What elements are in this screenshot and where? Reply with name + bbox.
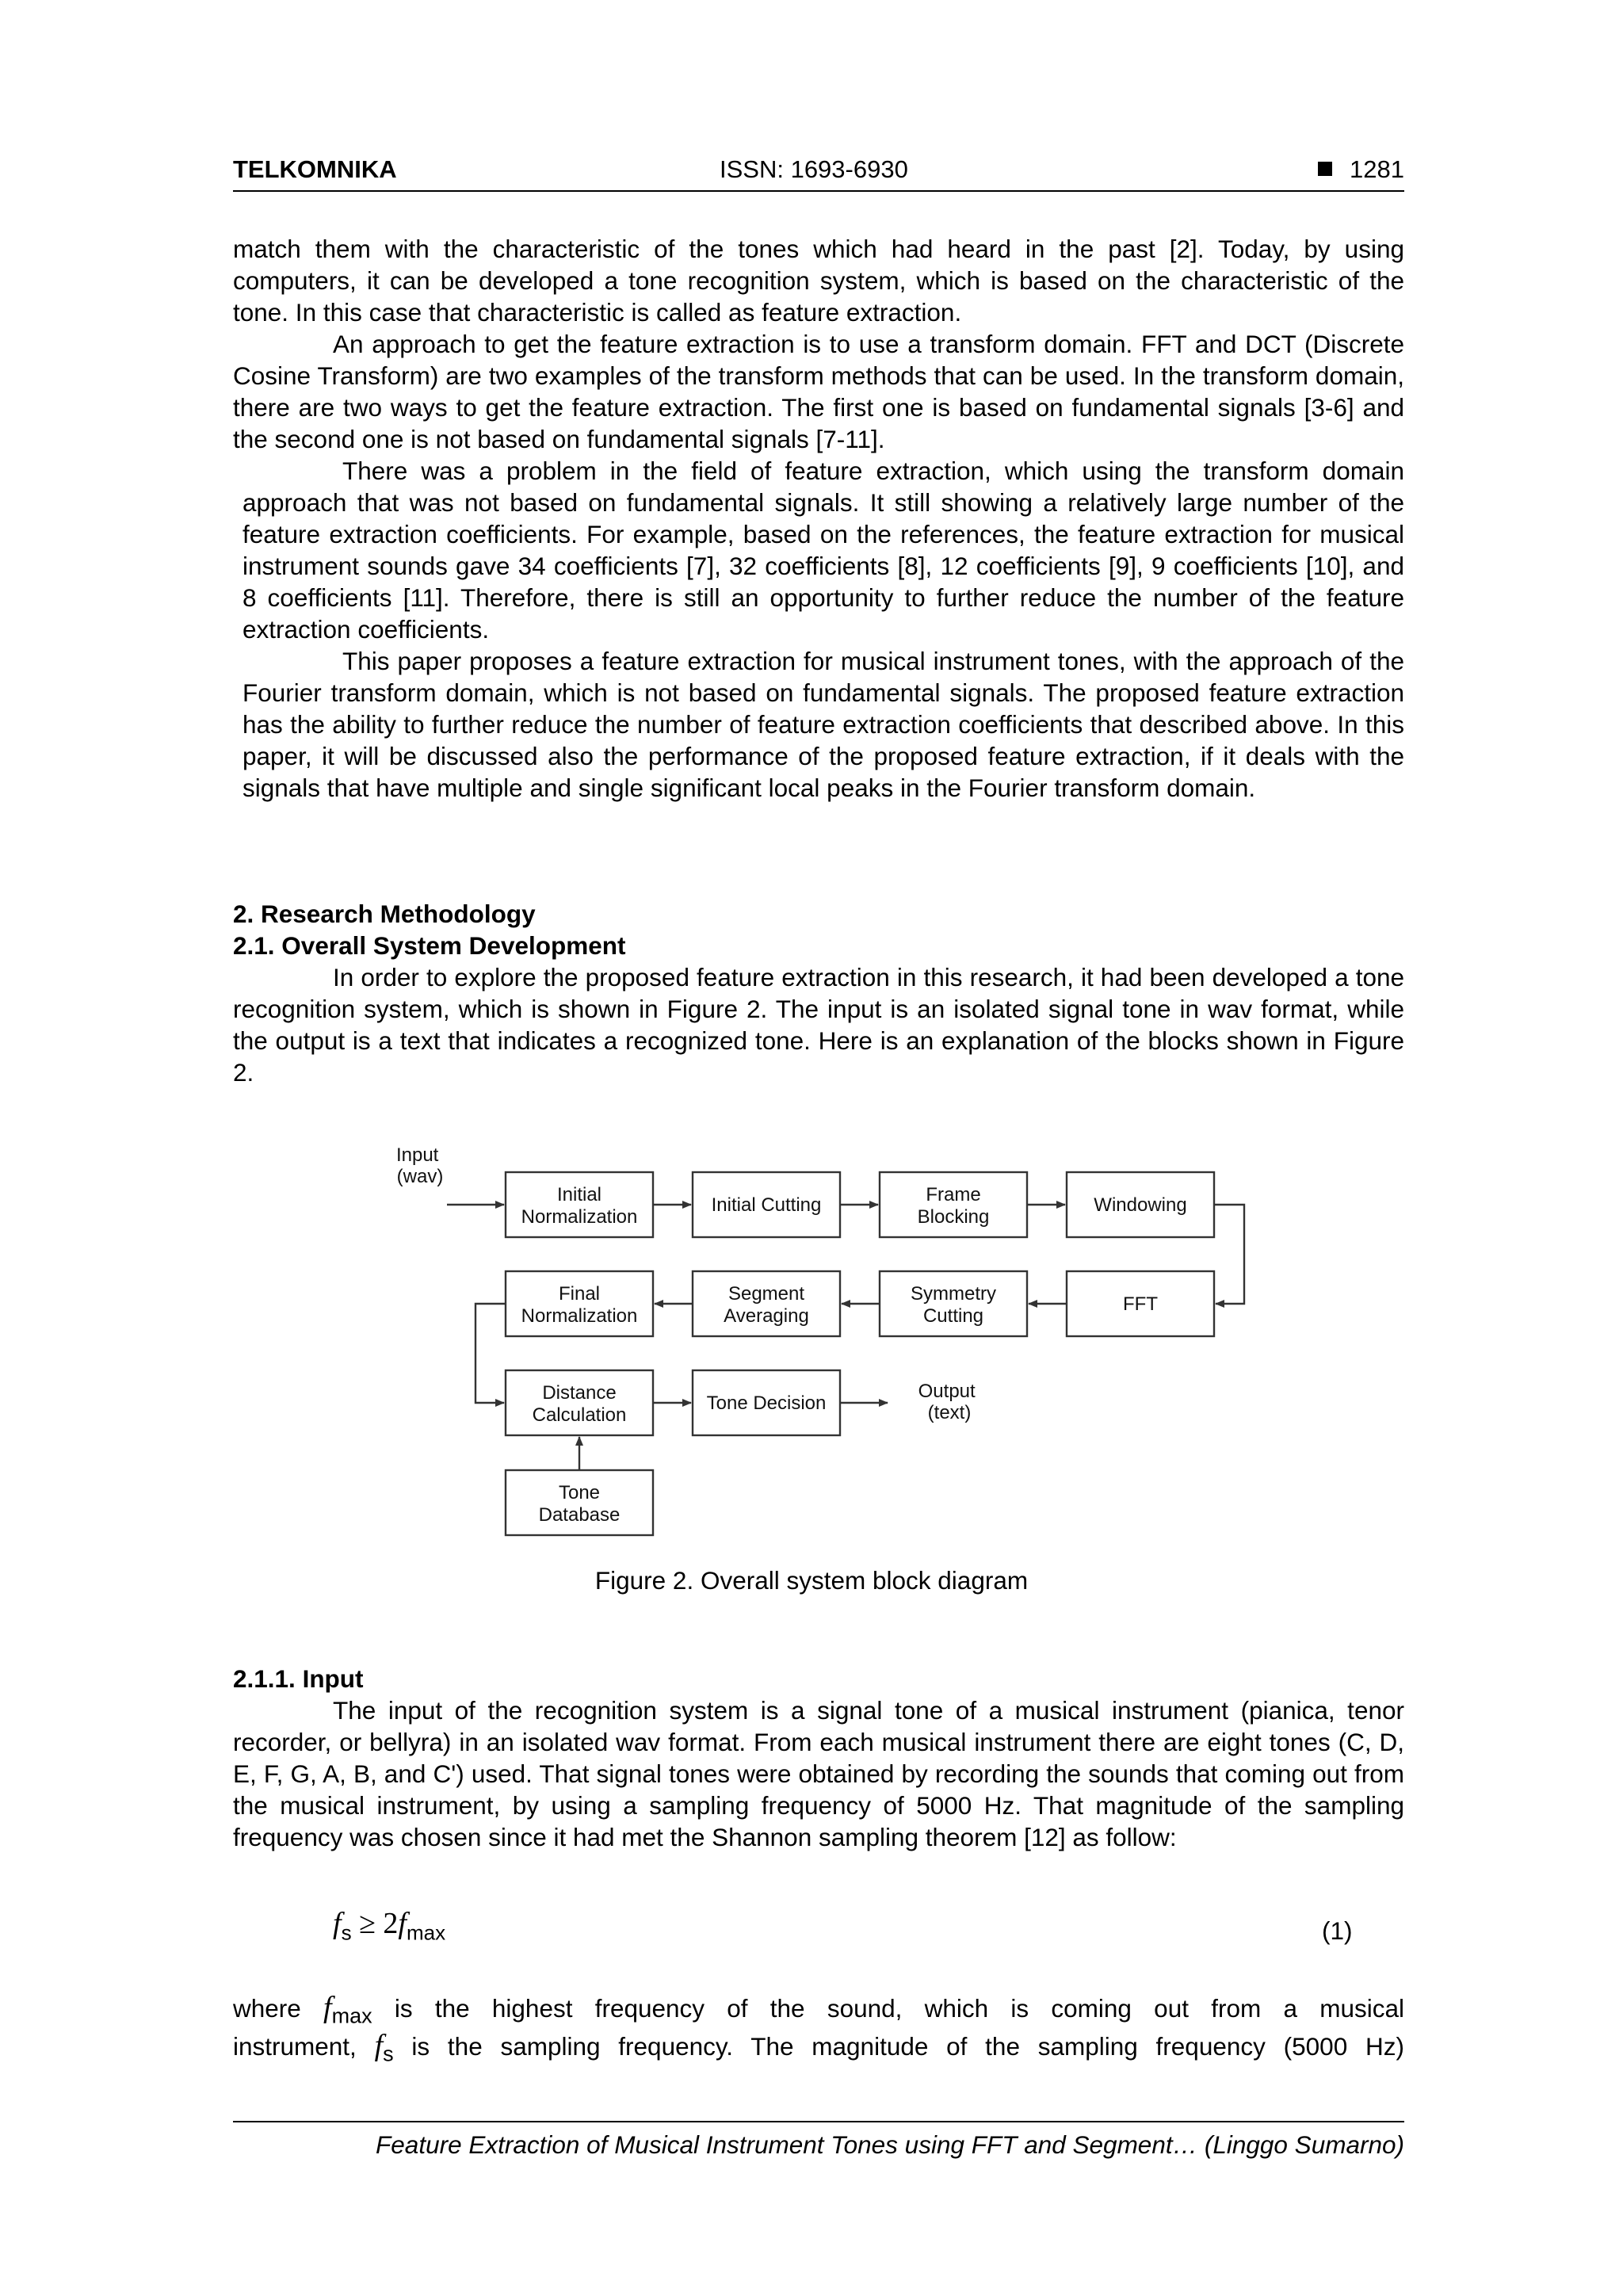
equation-expression: $f_s \ge 2f_{max}$: [333, 1907, 446, 1945]
paragraph-overall-system: In order to explore the proposed feature extraction in this research, it had been developed a tone recognition system, which is shown in Figure 2. The input is an isolated signal tone in wav format, while the output is a text that indicates a recognized tone. Here is an explanation of the blocks shown in Figure 2.: [233, 963, 1404, 1087]
svg-text:SegmentAveraging: Segment Averaging: [724, 1283, 809, 1327]
block-windowing: [1067, 1172, 1214, 1237]
page-number-block: [1318, 155, 1404, 184]
svg-text:Initial Cutting: Initial Cutting: [711, 1194, 822, 1216]
page-number: 1281: [1350, 155, 1404, 183]
block-final-normalization: [506, 1271, 653, 1336]
block-initial-cutting: [693, 1172, 840, 1237]
block-segment-averaging: [693, 1271, 840, 1336]
svg-text:SymmetryCutting: Symmetry Cutting: [911, 1283, 996, 1327]
journal-name: TELKOMNIKA: [233, 155, 397, 183]
block-tone-decision: [693, 1370, 840, 1435]
svg-text:Windowing: Windowing: [1094, 1194, 1187, 1216]
arrow-windowing-fft: [1214, 1205, 1244, 1304]
block-diagram: [380, 1137, 1268, 1549]
subsection-heading-overall-system: 2.1. Overall System Development: [233, 931, 626, 960]
where-line-2: instrument, $f_s$ is the sampling frequency. The magnitude of the sampling frequency (5000 Hz): [233, 2029, 1404, 2066]
block-symmetry-cutting: [880, 1271, 1027, 1336]
page-header: [233, 155, 1404, 192]
block-initial-normalization: [506, 1172, 653, 1237]
block-distance-calculation: [506, 1370, 653, 1435]
paragraph-proposal: This paper proposes a feature extraction for musical instrument tones, with the approach of the Fourier transform domain, which is not based on fundamental signals. The proposed feature extraction has the ability to further reduce the number of feature extraction coefficients that described above. In this paper, it will be discussed also the performance of the proposed feature extraction, if it deals with the signals that have multiple and single significant local peaks in the Fourier transform domain.: [242, 647, 1404, 802]
svg-text:Tone Decision: Tone Decision: [706, 1392, 827, 1414]
svg-text:DistanceCalculation: Distance Calculation: [532, 1382, 627, 1426]
square-bullet-icon: [1318, 162, 1332, 176]
page-footer: Feature Extraction of Musical Instrument Tones using FFT and Segment… (Linggo Sumarno): [233, 2121, 1404, 2160]
svg-text:FrameBlocking: Frame Blocking: [917, 1184, 990, 1228]
svg-text:ToneDatabase: Tone Database: [538, 1482, 621, 1526]
svg-text:InitialNormalization: Initial Normalization: [521, 1184, 638, 1228]
block-frame-blocking: [880, 1172, 1027, 1237]
paragraph-intro-cont: match them with the characteristic of the tones which had heard in the past [2]. Today, by using computers, it can be developed a tone recognition system, which is based on the characteristic of the tone. In this case that characteristic is called as feature extraction.: [233, 235, 1404, 327]
subsection-heading-input: 2.1.1. Input: [233, 1664, 364, 1693]
paragraph-input: The input of the recognition system is a signal tone of a musical instrument (pianica, tenor recorder, or bellyra) in an isolated wav format. From each musical instrument there are eight tones (C, D, E, F, G, A, B, and C') used. That signal tones were obtained by recording the sounds that coming out from the musical instrument, by using a sampling frequency of 5000 Hz. That magnitude of the sampling frequency was chosen since it had met the Shannon sampling theorem [12] as follow:: [233, 1696, 1404, 1851]
issn: ISSN: 1693-6930: [720, 155, 908, 183]
figure-caption: Figure 2. Overall system block diagram: [594, 1566, 1029, 1595]
diagram-output-label: Output (text): [918, 1381, 976, 1423]
paragraph-problem: There was a problem in the field of feature extraction, which using the transform domain approach that was not based on fundamental signals. It still showing a relatively large number of the feature extraction coefficients. For example, based on the references, the feature extraction for musical instrument sounds gave 34 coefficients [7], 32 coefficients [8], 12 coefficients [9], 9 coefficients [10], and 8 coefficients [11]. Therefore, there is still an opportunity to further reduce the number of the feature extraction coefficients.: [242, 457, 1404, 644]
diagram-input-label: Input (wav): [395, 1144, 444, 1187]
svg-text:FFT: FFT: [1123, 1293, 1158, 1315]
paragraph-transform-domain: An approach to get the feature extraction is to use a transform domain. FFT and DCT (Discrete Cosine Transform) are two examples of the transform methods that can be used. In the transform domain, there are two ways to get the feature extraction. The first one is based on fundamental signals [3-6] and the second one is not based on fundamental signals [7-11].: [233, 330, 1404, 453]
section-heading-research-methodology: 2. Research Methodology: [233, 900, 536, 928]
svg-text:FinalNormalization: Final Normalization: [521, 1283, 638, 1327]
arrow-final-norm-distance: [475, 1304, 506, 1403]
where-line-1: where $f_{max}$ is the highest frequency of the sound, which is coming out from a musical: [233, 1991, 1404, 2028]
equation-number: (1): [1322, 1916, 1353, 1945]
block-tone-database: [506, 1470, 653, 1535]
block-fft: [1067, 1271, 1214, 1336]
